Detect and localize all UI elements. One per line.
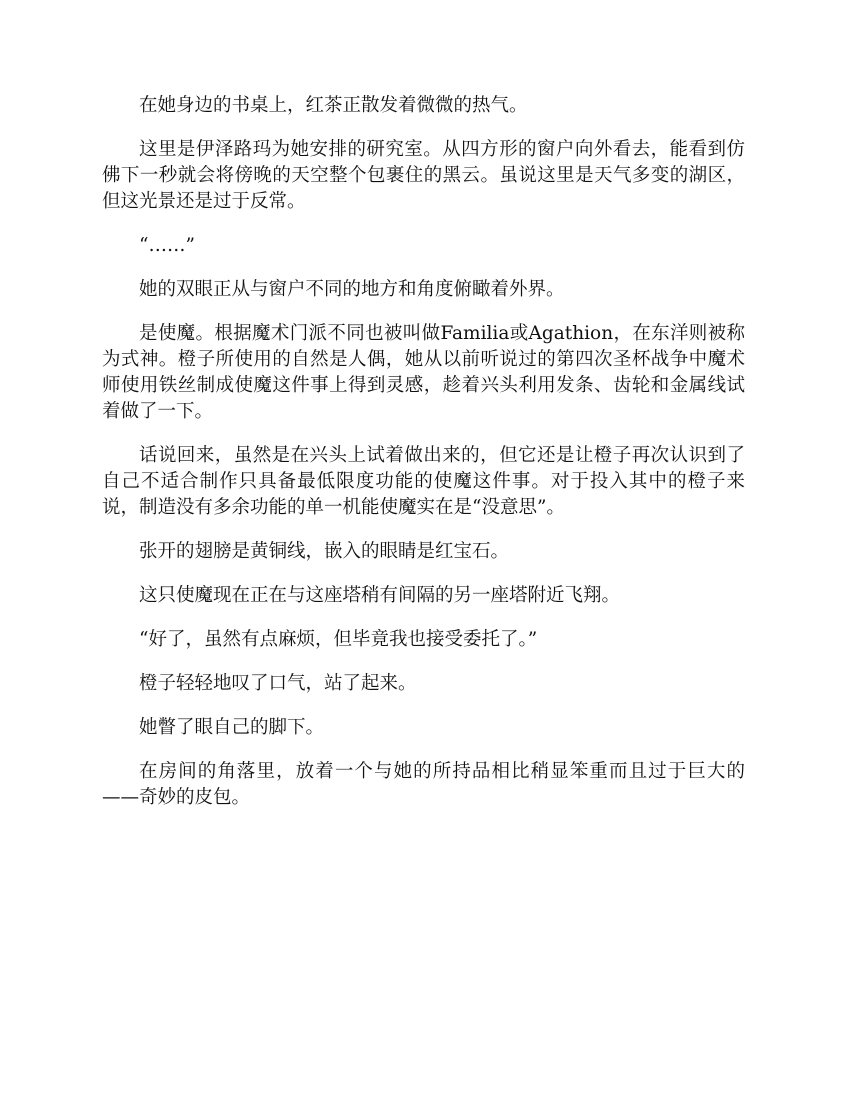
paragraph: 橙子轻轻地叹了口气，站了起来。 bbox=[139, 673, 417, 694]
paragraph: 在房间的角落里，放着一个与她的所持品相比稍显笨重而且过于巨大的——奇妙的皮包。 bbox=[102, 761, 745, 808]
paragraph: “好了，虽然有点麻烦，但毕竟我也接受委托了。” bbox=[139, 629, 538, 650]
paragraph: 张开的翅膀是黄铜线，嵌入的眼睛是红宝石。 bbox=[139, 541, 510, 562]
paragraph: “……” bbox=[139, 235, 195, 256]
paragraph: 她的双眼正从与窗户不同的地方和角度俯瞰着外界。 bbox=[139, 279, 565, 300]
paragraph: 这只使魔现在正在与这座塔稍有间隔的另一座塔附近飞翔。 bbox=[139, 585, 621, 606]
paragraph: 她瞥了眼自己的脚下。 bbox=[139, 717, 325, 738]
document-page bbox=[102, 93, 745, 829]
paragraph: 是使魔。根据魔术门派不同也被叫做Familia或Agathion，在东洋则被称为式神。橙子所使用的自然是人偶，她从以前听说过的第四次圣杯战争中魔术师使用铁丝制成使魔这件事上得到灵感，趁着兴头利用发条、齿轮和金属线试着做了一下。 bbox=[102, 323, 745, 422]
paragraph: 在她身边的书桌上，红茶正散发着微微的热气。 bbox=[139, 95, 528, 116]
paragraph: 话说回来，虽然是在兴头上试着做出来的，但它还是让橙子再次认识到了自己不适合制作只具备最低限度功能的使魔这件事。对于投入其中的橙子来说，制造没有多余功能的单一机能使魔实在是“没意思”。 bbox=[102, 445, 745, 518]
paragraph: 这里是伊泽路玛为她安排的研究室。从四方形的窗户向外看去，能看到仿佛下一秒就会将傍晚的天空整个包裹住的黑云。虽说这里是天气多变的湖区，但这光景还是过于反常。 bbox=[102, 139, 745, 212]
